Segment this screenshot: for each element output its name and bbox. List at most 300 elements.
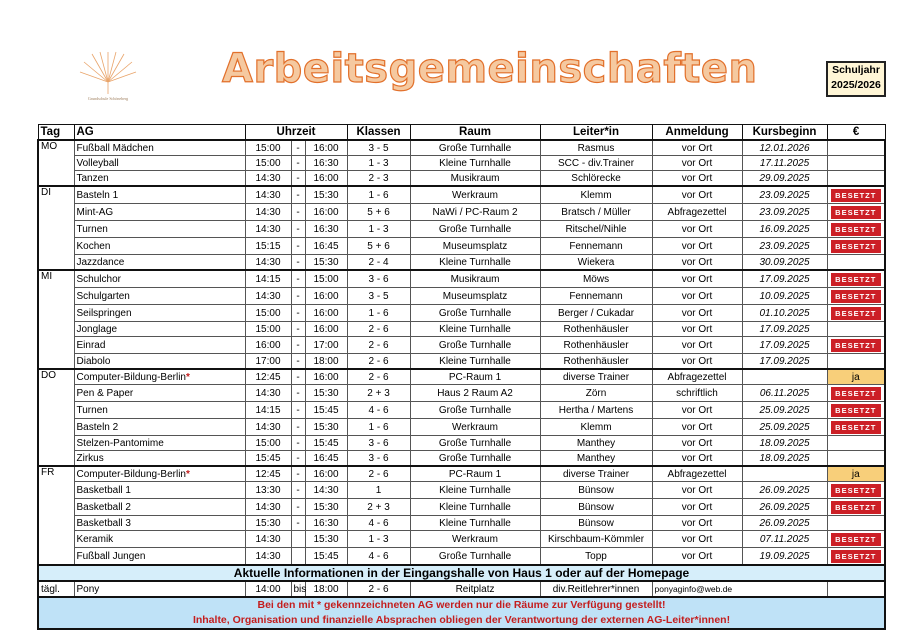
- ag-label: Keramik: [76, 533, 114, 545]
- start-time: 14:30: [245, 171, 291, 187]
- kursbeginn-cell: 19.09.2025: [742, 548, 827, 566]
- kursbeginn-cell: 17.09.2025: [742, 337, 827, 354]
- end-time: 15:30: [305, 499, 347, 516]
- table-row: [38, 255, 885, 271]
- end-time: 16:00: [305, 369, 347, 385]
- start-time: 14:30: [245, 221, 291, 238]
- ag-label: Schulgarten: [76, 290, 130, 302]
- raum-cell: Große Turnhalle: [410, 337, 540, 354]
- start-time: 15:00: [245, 140, 291, 156]
- start-time: 14:30: [245, 255, 291, 271]
- end-time: 16:00: [305, 204, 347, 221]
- raum-cell: Werkraum: [410, 531, 540, 548]
- time-separator: -: [291, 288, 305, 305]
- end-time: 16:45: [305, 451, 347, 467]
- raum-cell: Kleine Turnhalle: [410, 156, 540, 171]
- ag-label: Diabolo: [76, 355, 111, 367]
- end-time: 14:30: [305, 482, 347, 499]
- besetzt-badge: BESETZT: [831, 307, 881, 320]
- start-time: 13:30: [245, 482, 291, 499]
- ag-label: Mint-AG: [76, 206, 114, 218]
- col-euro: €: [827, 125, 885, 141]
- table-row: [38, 322, 885, 337]
- col-leiter: Leiter*in: [540, 125, 652, 141]
- start-time: 15:30: [245, 516, 291, 531]
- ag-name: [74, 385, 245, 402]
- start-time: 15:00: [245, 322, 291, 337]
- pony-row: [38, 581, 885, 597]
- ag-label: Jazzdance: [76, 256, 125, 268]
- leiter-cell: Hertha / Martens: [540, 402, 652, 419]
- end-time: 16:00: [305, 171, 347, 187]
- end-time: 15:30: [305, 186, 347, 204]
- euro-cell: [827, 499, 885, 516]
- ag-name: [74, 548, 245, 566]
- end-time: 15:00: [305, 270, 347, 288]
- time-separator: -: [291, 270, 305, 288]
- leiter-cell: SCC - div.Trainer: [540, 156, 652, 171]
- anmeldung-cell: vor Ort: [652, 402, 742, 419]
- time-separator: -: [291, 337, 305, 354]
- day-label: FR: [38, 466, 74, 565]
- ag-name: [74, 288, 245, 305]
- table-row: [38, 516, 885, 531]
- ag-name: [74, 531, 245, 548]
- time-separator: [291, 531, 305, 548]
- ag-name: [74, 156, 245, 171]
- start-time: 17:00: [245, 354, 291, 370]
- end-time: 15:45: [305, 402, 347, 419]
- klassen-cell: 2 - 6: [347, 354, 410, 370]
- ag-name: [74, 451, 245, 467]
- start-time: 14:30: [245, 288, 291, 305]
- time-separator: -: [291, 466, 305, 482]
- klassen-cell: 2 - 3: [347, 171, 410, 187]
- ag-name: [74, 466, 245, 482]
- time-separator: -: [291, 369, 305, 385]
- klassen-cell: 1 - 3: [347, 531, 410, 548]
- table-row: [38, 482, 885, 499]
- ag-name: [74, 402, 245, 419]
- raum-cell: Haus 2 Raum A2: [410, 385, 540, 402]
- time-separator: -: [291, 516, 305, 531]
- kursbeginn-cell: 17.11.2025: [742, 156, 827, 171]
- ag-table: [37, 124, 886, 630]
- klassen-cell: 1 - 3: [347, 156, 410, 171]
- end-time: 16:00: [305, 288, 347, 305]
- start-time: 12:45: [245, 466, 291, 482]
- raum-cell: Kleine Turnhalle: [410, 516, 540, 531]
- pony-euro: [827, 581, 885, 597]
- anmeldung-cell: vor Ort: [652, 516, 742, 531]
- end-time: 16:00: [305, 322, 347, 337]
- raum-cell: Große Turnhalle: [410, 305, 540, 322]
- kursbeginn-cell: 26.09.2025: [742, 516, 827, 531]
- time-separator: -: [291, 140, 305, 156]
- ag-label: Stelzen-Pantomime: [76, 437, 164, 449]
- end-time: 15:45: [305, 548, 347, 566]
- pony-bis: 18:00: [305, 581, 347, 597]
- klassen-cell: 3 - 6: [347, 451, 410, 467]
- anmeldung-cell: vor Ort: [652, 171, 742, 187]
- leiter-cell: Rothenhäusler: [540, 337, 652, 354]
- ag-name: [74, 238, 245, 255]
- besetzt-badge: BESETZT: [831, 501, 881, 514]
- leiter-cell: Bratsch / Müller: [540, 204, 652, 221]
- klassen-cell: 1 - 6: [347, 419, 410, 436]
- anmeldung-cell: vor Ort: [652, 238, 742, 255]
- klassen-cell: 2 - 6: [347, 466, 410, 482]
- end-time: 16:00: [305, 466, 347, 482]
- raum-cell: Werkraum: [410, 186, 540, 204]
- ag-label: Fußball Jungen: [76, 550, 146, 562]
- start-time: 14:30: [245, 548, 291, 566]
- table-row: [38, 337, 885, 354]
- end-time: 15:30: [305, 255, 347, 271]
- ag-label: Zirkus: [76, 452, 104, 464]
- euro-cell: [827, 288, 885, 305]
- start-time: 14:15: [245, 270, 291, 288]
- table-row: [38, 270, 885, 288]
- time-separator: -: [291, 451, 305, 467]
- leiter-cell: Manthey: [540, 451, 652, 467]
- euro-cell: [827, 156, 885, 171]
- besetzt-badge: BESETZT: [831, 223, 881, 236]
- leiter-cell: Möws: [540, 270, 652, 288]
- day-label: DI: [38, 186, 74, 270]
- raum-cell: PC-Raum 1: [410, 466, 540, 482]
- raum-cell: Kleine Turnhalle: [410, 354, 540, 370]
- pony-leiter: div.Reitlehrer*innen: [540, 581, 652, 597]
- pony-day: tägl.: [38, 581, 74, 597]
- time-separator: -: [291, 354, 305, 370]
- start-time: 12:45: [245, 369, 291, 385]
- ag-name: [74, 499, 245, 516]
- start-time: 15:00: [245, 305, 291, 322]
- leiter-cell: Ritschel/Nihle: [540, 221, 652, 238]
- leiter-cell: Wiekera: [540, 255, 652, 271]
- euro-cell: [827, 186, 885, 204]
- kursbeginn-cell: 17.09.2025: [742, 322, 827, 337]
- leiter-cell: Fennemann: [540, 288, 652, 305]
- ag-label: Computer-Bildung-Berlin: [76, 371, 186, 383]
- ag-name: [74, 322, 245, 337]
- kursbeginn-cell: 26.09.2025: [742, 482, 827, 499]
- schuljahr-label: Schuljahr: [832, 64, 880, 76]
- school-logo: [72, 38, 144, 102]
- end-time: 15:30: [305, 419, 347, 436]
- footnote-line-2: Inhalte, Organisation und finanzielle Absprachen obliegen der Verantwortung der externen AG-Leiter*innen!: [192, 614, 731, 626]
- kursbeginn-cell: 18.09.2025: [742, 451, 827, 467]
- time-separator: -: [291, 385, 305, 402]
- anmeldung-cell: Abfragezettel: [652, 204, 742, 221]
- table-row: [38, 238, 885, 255]
- footnote: [38, 597, 885, 629]
- col-klassen: Klassen: [347, 125, 410, 141]
- raum-cell: Museumsplatz: [410, 238, 540, 255]
- kursbeginn-cell: 12.01.2026: [742, 140, 827, 156]
- raum-cell: Große Turnhalle: [410, 451, 540, 467]
- raum-cell: NaWi / PC-Raum 2: [410, 204, 540, 221]
- raum-cell: Musikraum: [410, 270, 540, 288]
- ag-label: Kochen: [76, 240, 111, 252]
- euro-cell: [827, 482, 885, 499]
- raum-cell: Große Turnhalle: [410, 436, 540, 451]
- end-time: 16:45: [305, 238, 347, 255]
- ag-label: Basketball 1: [76, 484, 131, 496]
- table-row: [38, 419, 885, 436]
- leiter-cell: Klemm: [540, 419, 652, 436]
- ag-name: [74, 354, 245, 370]
- time-separator: -: [291, 436, 305, 451]
- euro-cell: [827, 322, 885, 337]
- ag-label: Schulchor: [76, 273, 121, 285]
- anmeldung-cell: vor Ort: [652, 548, 742, 566]
- kursbeginn-cell: 18.09.2025: [742, 436, 827, 451]
- raum-cell: Kleine Turnhalle: [410, 322, 540, 337]
- kursbeginn-cell: 23.09.2025: [742, 186, 827, 204]
- leiter-cell: Berger / Cukadar: [540, 305, 652, 322]
- time-separator: -: [291, 186, 305, 204]
- kursbeginn-cell: [742, 466, 827, 482]
- leiter-cell: Schlörecke: [540, 171, 652, 187]
- euro-cell: [827, 451, 885, 467]
- pony-ag: Pony: [74, 581, 245, 597]
- ag-label: Einrad: [76, 339, 106, 351]
- start-time: 14:30: [245, 385, 291, 402]
- ag-name: [74, 255, 245, 271]
- time-separator: -: [291, 499, 305, 516]
- table-row: [38, 466, 885, 482]
- anmeldung-cell: vor Ort: [652, 322, 742, 337]
- time-separator: -: [291, 171, 305, 187]
- euro-cell: [827, 419, 885, 436]
- table-body: [38, 140, 885, 565]
- pony-von: 14:00: [245, 581, 291, 597]
- kursbeginn-cell: 23.09.2025: [742, 238, 827, 255]
- raum-cell: Große Turnhalle: [410, 140, 540, 156]
- anmeldung-cell: vor Ort: [652, 140, 742, 156]
- table-row: [38, 204, 885, 221]
- besetzt-badge: BESETZT: [831, 533, 881, 546]
- klassen-cell: 4 - 6: [347, 516, 410, 531]
- leiter-cell: diverse Trainer: [540, 369, 652, 385]
- anmeldung-cell: vor Ort: [652, 436, 742, 451]
- kursbeginn-cell: 01.10.2025: [742, 305, 827, 322]
- kursbeginn-cell: 16.09.2025: [742, 221, 827, 238]
- besetzt-badge: BESETZT: [831, 240, 881, 253]
- raum-cell: Große Turnhalle: [410, 402, 540, 419]
- time-separator: -: [291, 204, 305, 221]
- raum-cell: Werkraum: [410, 419, 540, 436]
- leiter-cell: Zörn: [540, 385, 652, 402]
- raum-cell: Kleine Turnhalle: [410, 482, 540, 499]
- pony-klassen: 2 - 6: [347, 581, 410, 597]
- anmeldung-cell: vor Ort: [652, 419, 742, 436]
- time-separator: -: [291, 402, 305, 419]
- leiter-cell: Bünsow: [540, 499, 652, 516]
- col-ag: AG: [74, 125, 245, 141]
- table-row: [38, 305, 885, 322]
- ag-label: Jonglage: [76, 323, 118, 335]
- ag-label: Basteln 1: [76, 189, 119, 201]
- kursbeginn-cell: 29.09.2025: [742, 171, 827, 187]
- besetzt-badge: BESETZT: [831, 206, 881, 219]
- besetzt-badge: BESETZT: [831, 550, 881, 563]
- euro-cell: [827, 140, 885, 156]
- table-row: [38, 402, 885, 419]
- table-row: [38, 140, 885, 156]
- ag-name: [74, 369, 245, 385]
- besetzt-badge: BESETZT: [831, 273, 881, 286]
- table-row: [38, 288, 885, 305]
- start-time: 15:00: [245, 436, 291, 451]
- info-row: [38, 565, 885, 581]
- kursbeginn-cell: 06.11.2025: [742, 385, 827, 402]
- ag-name: [74, 270, 245, 288]
- asterisk-mark: *: [186, 371, 190, 383]
- footnote-line-1: Bei den mit * gekennzeichneten AG werden nur die Räume zur Verfügung gestellt!: [257, 599, 666, 611]
- klassen-cell: 5 + 6: [347, 238, 410, 255]
- anmeldung-cell: vor Ort: [652, 337, 742, 354]
- leiter-cell: Kirschbaum-Kömmler: [540, 531, 652, 548]
- leiter-cell: Topp: [540, 548, 652, 566]
- kursbeginn-cell: 23.09.2025: [742, 204, 827, 221]
- kursbeginn-cell: 07.11.2025: [742, 531, 827, 548]
- besetzt-badge: BESETZT: [831, 421, 881, 434]
- ag-label: Basketball 2: [76, 501, 131, 513]
- table-row: [38, 531, 885, 548]
- leiter-cell: diverse Trainer: [540, 466, 652, 482]
- anmeldung-cell: vor Ort: [652, 451, 742, 467]
- time-separator: -: [291, 238, 305, 255]
- end-time: 15:45: [305, 436, 347, 451]
- ag-label: Basketball 3: [76, 517, 131, 529]
- raum-cell: Große Turnhalle: [410, 548, 540, 566]
- euro-ja: ja: [827, 466, 885, 482]
- euro-cell: [827, 221, 885, 238]
- ag-name: [74, 221, 245, 238]
- klassen-cell: 1 - 3: [347, 221, 410, 238]
- raum-cell: Musikraum: [410, 171, 540, 187]
- besetzt-badge: BESETZT: [831, 404, 881, 417]
- raum-cell: Museumsplatz: [410, 288, 540, 305]
- kursbeginn-cell: [742, 369, 827, 385]
- table-row: [38, 221, 885, 238]
- ag-name: [74, 186, 245, 204]
- ag-label: Basteln 2: [76, 421, 119, 433]
- start-time: 14:30: [245, 419, 291, 436]
- start-time: 15:15: [245, 238, 291, 255]
- leiter-cell: Bünsow: [540, 516, 652, 531]
- kursbeginn-cell: 17.09.2025: [742, 354, 827, 370]
- start-time: 14:30: [245, 499, 291, 516]
- klassen-cell: 2 - 6: [347, 369, 410, 385]
- euro-cell: [827, 255, 885, 271]
- anmeldung-cell: vor Ort: [652, 499, 742, 516]
- klassen-cell: 2 + 3: [347, 499, 410, 516]
- table-row: [38, 436, 885, 451]
- start-time: 14:15: [245, 402, 291, 419]
- euro-cell: [827, 516, 885, 531]
- end-time: 15:30: [305, 531, 347, 548]
- anmeldung-cell: Abfragezettel: [652, 369, 742, 385]
- ag-name: [74, 337, 245, 354]
- klassen-cell: 1 - 6: [347, 186, 410, 204]
- besetzt-badge: BESETZT: [831, 484, 881, 497]
- ag-label: Turnen: [76, 404, 108, 416]
- ag-label: Volleyball: [76, 157, 119, 169]
- time-separator: -: [291, 322, 305, 337]
- schuljahr-value: 2025/2026: [831, 79, 881, 91]
- time-separator: -: [291, 156, 305, 171]
- klassen-cell: 3 - 6: [347, 270, 410, 288]
- start-time: 16:00: [245, 337, 291, 354]
- ag-label: Seilspringen: [76, 307, 132, 319]
- euro-cell: [827, 531, 885, 548]
- anmeldung-cell: schriftlich: [652, 385, 742, 402]
- col-raum: Raum: [410, 125, 540, 141]
- anmeldung-cell: vor Ort: [652, 221, 742, 238]
- time-separator: -: [291, 482, 305, 499]
- table-row: [38, 385, 885, 402]
- end-time: 15:30: [305, 385, 347, 402]
- euro-cell: [827, 238, 885, 255]
- ag-name: [74, 436, 245, 451]
- euro-cell: [827, 385, 885, 402]
- leiter-cell: Bünsow: [540, 482, 652, 499]
- anmeldung-cell: Abfragezettel: [652, 466, 742, 482]
- time-separator: -: [291, 221, 305, 238]
- pony-sep: bis: [291, 581, 305, 597]
- logo-caption: Grundschule Schöneberg: [87, 96, 129, 101]
- info-banner: Aktuelle Informationen in der Eingangshalle von Haus 1 oder auf der Homepage: [38, 565, 885, 581]
- end-time: 17:00: [305, 337, 347, 354]
- ag-label: Turnen: [76, 223, 108, 235]
- klassen-cell: 3 - 6: [347, 436, 410, 451]
- klassen-cell: 1 - 6: [347, 305, 410, 322]
- table-row: [38, 451, 885, 467]
- klassen-cell: 1: [347, 482, 410, 499]
- anmeldung-cell: vor Ort: [652, 482, 742, 499]
- euro-cell: [827, 270, 885, 288]
- table-row: [38, 369, 885, 385]
- kursbeginn-cell: 10.09.2025: [742, 288, 827, 305]
- euro-ja: ja: [827, 369, 885, 385]
- ag-label: Tanzen: [76, 172, 109, 184]
- ag-name: [74, 171, 245, 187]
- klassen-cell: 2 - 4: [347, 255, 410, 271]
- day-label: MO: [38, 140, 74, 186]
- table-row: [38, 156, 885, 171]
- schuljahr-box: [826, 61, 886, 97]
- end-time: 16:30: [305, 516, 347, 531]
- leiter-cell: Rasmus: [540, 140, 652, 156]
- anmeldung-cell: vor Ort: [652, 255, 742, 271]
- euro-cell: [827, 548, 885, 566]
- time-separator: -: [291, 255, 305, 271]
- kursbeginn-cell: 26.09.2025: [742, 499, 827, 516]
- ag-label: Computer-Bildung-Berlin: [76, 468, 186, 480]
- asterisk-mark: *: [186, 468, 190, 480]
- start-time: 14:30: [245, 204, 291, 221]
- table-header: [38, 125, 885, 141]
- table-row: [38, 548, 885, 566]
- col-anmeldung: Anmeldung: [652, 125, 742, 141]
- pony-email[interactable]: ponyaginfo@web.de: [652, 581, 827, 597]
- besetzt-badge: BESETZT: [831, 339, 881, 352]
- ag-name: [74, 140, 245, 156]
